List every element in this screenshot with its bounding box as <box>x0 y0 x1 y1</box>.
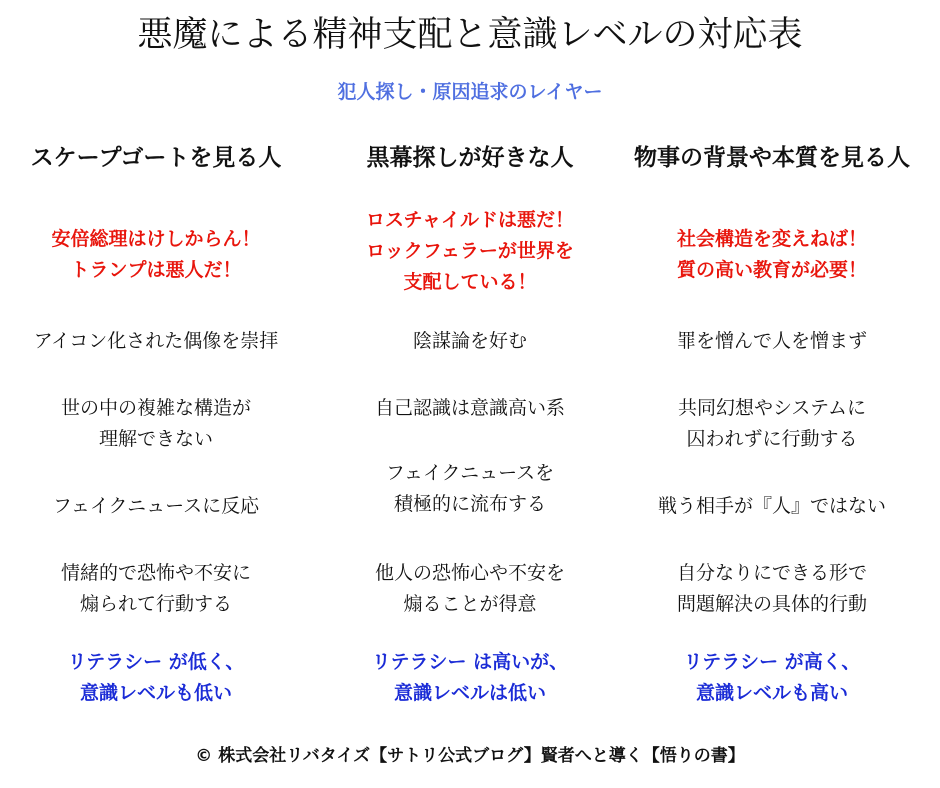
page-title: 悪魔による精神支配と意識レベルの対応表 <box>137 15 803 55</box>
trait-line: 積極的に流布する <box>393 493 546 515</box>
trait-line: 他人の恐怖心や不安を <box>374 562 565 584</box>
trait-row <box>604 326 940 357</box>
trait-row <box>604 393 940 455</box>
trait-line: 共同幻想やシステムに <box>677 397 867 419</box>
literacy-line: リテラシー が高く、 <box>683 651 861 673</box>
red-quote-line: 安倍総理はけしからん！ <box>51 228 261 250</box>
red-quote <box>604 224 940 286</box>
trait-line: 煽られて行動する <box>79 593 232 615</box>
trait-row <box>0 326 312 357</box>
literacy-summary <box>0 647 312 709</box>
literacy-line: リテラシー は高いが、 <box>371 651 569 673</box>
column-header: 黒幕探しが好きな人 <box>366 145 574 171</box>
trait-line: 世の中の複雑な構造が <box>60 397 251 419</box>
trait-row <box>0 491 312 522</box>
red-quote <box>0 224 312 286</box>
trait-row <box>312 393 628 424</box>
trait-line: 煽ることが得意 <box>403 593 537 615</box>
literacy-line: リテラシー が低く、 <box>67 651 245 673</box>
red-quote-line: 社会構造を変えねば！ <box>676 228 867 250</box>
red-quote <box>312 205 628 298</box>
literacy-line: 意識レベルも低い <box>79 682 232 704</box>
trait-line: 罪を憎んで人を憎まず <box>676 330 867 352</box>
red-quote-line: ロスチャイルドは悪だ！ <box>365 209 575 231</box>
trait-line: 理解できない <box>98 428 213 450</box>
trait-line: 陰謀論を好む <box>412 330 527 352</box>
trait-line: 情緒的で恐怖や不安に <box>60 562 251 584</box>
trait-line: 自分なりにできる形で <box>676 562 867 584</box>
trait-row <box>312 458 628 520</box>
literacy-summary <box>604 647 940 709</box>
column-header: スケープゴートを見る人 <box>30 145 282 171</box>
trait-line: 囚われずに行動する <box>686 428 858 450</box>
trait-row <box>312 326 628 357</box>
trait-row <box>604 491 940 522</box>
trait-line: アイコン化された偶像を崇拝 <box>33 330 279 352</box>
page-subtitle: 犯人探し・原因追求のレイヤー <box>337 81 603 103</box>
literacy-line: 意識レベルは低い <box>393 682 546 704</box>
column-header: 物事の背景や本質を見る人 <box>634 145 910 171</box>
literacy-summary <box>312 647 628 709</box>
literacy-line: 意識レベルも高い <box>695 682 848 704</box>
copyright-footer: © 株式会社リバタイズ【サトリ公式ブログ】賢者へと導く【悟りの書】 <box>195 746 745 766</box>
red-quote-line: 支配している！ <box>403 271 537 293</box>
trait-row <box>0 558 312 620</box>
trait-row <box>0 393 312 455</box>
trait-line: 自己認識は意識高い系 <box>374 397 565 419</box>
trait-line: フェイクニュースを <box>385 462 555 484</box>
trait-line: フェイクニュースに反応 <box>52 495 260 517</box>
red-quote-line: ロックフェラーが世界を <box>366 240 574 262</box>
trait-row <box>604 558 940 620</box>
trait-row <box>312 558 628 620</box>
trait-line: 問題解決の具体的行動 <box>676 593 867 615</box>
red-quote-line: 質の高い教育が必要！ <box>676 259 867 281</box>
trait-line: 戦う相手が『人』ではない <box>657 495 886 517</box>
red-quote-line: トランプは悪人だ！ <box>70 259 242 281</box>
